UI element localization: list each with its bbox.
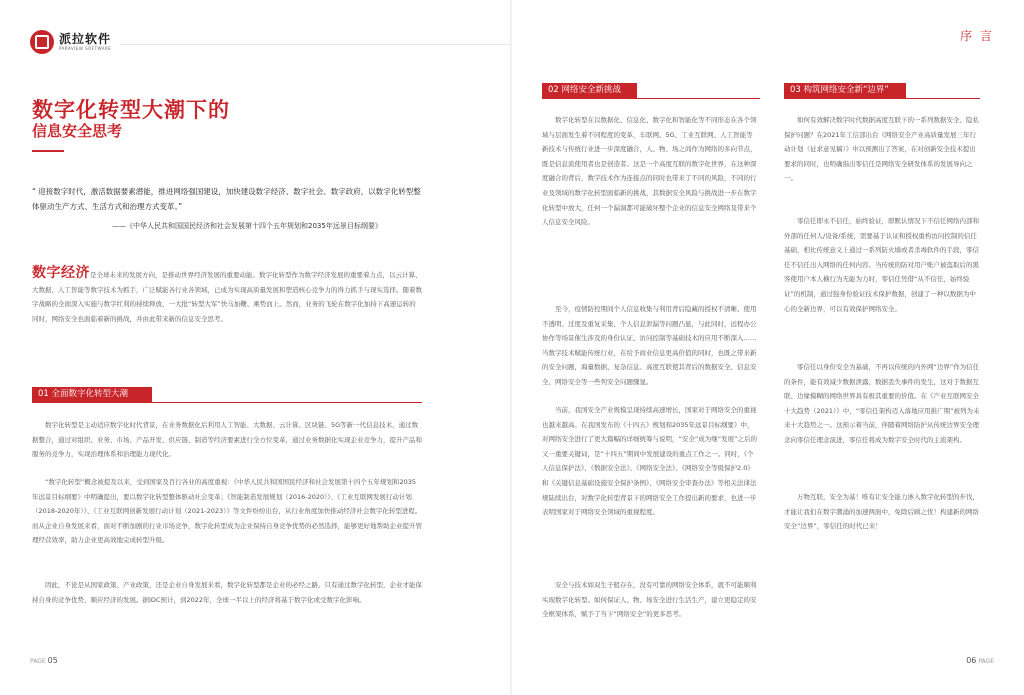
section-02-paragraph: 当前，我国安全产业规模呈现持续高速增长，国家对于网络安全的重视也越来越高。在我国发布的《十四五》规划和2035年远景目标纲要》中，对网络安全进行了更大篇幅的详细统筹与说明，“安全”成为继“发展”之后的又一重要关键词，是“十四五”期间中发展建设的重点工作之一。同时，《个人信息保护法》、《数据安全法》、《网络安全法》、《网络安全等级保护2.0》和《关键信息基础设施安全保护条例》、《网络安全审查办法》等相关法律法规陆续出台，对数字化转型背景下的网络安全工作提出新的要求，也进一步表明国家对于网络安全领域的重视程度。 — [542, 406, 757, 517]
section-02-paragraph: 安全与技术如双生子般存在，没有可靠的网络安全体系，就不可能顺利实现数字化转型。如何保证人、物、场安全进行生活生产，建立更稳定的安全框架体系，赋予了当下“网络安全”的更多思考。 — [542, 581, 757, 619]
section-03-paragraph: 万物互联，安全为基！唯有让安全能力渗入数字化转型的步伐，才能让我们在数字潮涌的加速两面中，免除后顾之忧！构建新的网络安全“边界”，零信任的时代已来！ — [784, 493, 979, 531]
header-divider — [120, 44, 512, 45]
section-01-paragraph: 数字化转型是主动适应数字化时代背景，在业务数据化后利用人工智能、大数据、云计算、区块链、5G等新一代信息技术，通过数据整合，通过对组织、业务、市场、产品开发、供应链、制造等经济要素进行全方位变革，通过业务数据化实现企业竞争力，提升产品和服务的竞争力，实现治理体系和治理能力现代化。 — [32, 421, 422, 459]
page-number-left: PAGE 05 — [30, 656, 58, 665]
brand-name: 派拉软件 — [59, 31, 112, 46]
section-03-paragraph: 零信任以身份安全为基础，不再以传统的内外网“边界”作为信任的条件，能有效减少数据泄露、数据丢失事件的发生，这对于数据互联、边缘模糊的网络世界具有极其重要的价值。在《产业互联网安全十大趋势（2021）》中，“零信任架构迈入落地应用推广期”被列为未来十大趋势之一。这预示着当前，伴随着网络防护从传统边界安全理念向零信任理念演进，零信任将成为数字安全时代的主流架构。 — [784, 363, 980, 444]
article-subtitle: 信息安全思考 — [32, 122, 123, 140]
article-title: 数字化转型大潮下的 — [32, 98, 230, 122]
title-rule — [32, 150, 64, 152]
section-03-paragraph: 如何有效解决数字时代数据高度互联下的一系列数据安全、隐私保护问题？在2021年工信部出台《网络安全产业高质量发展三年行动计划（征求意见稿）》中以预测出了答案，在对创新安全技术提出要求的同时，也明确指出零信任是网络安全研发体系的发展导向之一。 — [784, 116, 979, 183]
quote-source: ——《中华人民共和国国民经济和社会发展第十四个五年规划和2035年远景目标纲要》 — [112, 222, 382, 230]
section-01-paragraph: 因此，不论是从国家政策、产业政策，还是企业自身发展来看，数字化转型都是企业的必经之路。只有通过数字化转型，企业才能保持自身的竞争优势，顺应经济的发展。据IDC预计，到2022年，全球一半以上的经济将基于数字化或受数字化影响。 — [32, 581, 422, 604]
section-tag: 序 言 — [960, 29, 994, 43]
brand-logo-icon — [30, 30, 54, 54]
section-02-rule — [542, 98, 760, 99]
right-page — [512, 0, 1024, 695]
page-number-right: 06 PAGE — [966, 656, 994, 665]
section-03-rule — [784, 98, 980, 99]
section-02-paragraph: 至今，疫情防控期间个人信息收集与利用背后隐藏的授权不清晰、使用不透明、过度及重复采集、个人信息泄漏等问题凸显，与此同时，远程办公协作等场景催生涉及的身份认证、访问控制等基础技术的应用不断深入……当数字技术赋能传统行业，在给予商业信息更高价值的同时，也既之带来新的安全问题，海量数据、复杂信息、高度互联使其背后的数据安全、信息安全、网络安全等一些列安全问题骤显。 — [542, 305, 757, 386]
section-02-label: 02 网络安全新挑战 — [542, 83, 637, 98]
brand-logo — [30, 28, 111, 56]
section-02-paragraph: 数字化转型在以数据化、信息化、数字化和智能化等不同形态在各个领域与层面发生着不同程度的变革，车联网、5G、工业互联网、人工智能等新技术与传统行业进一步深度融合，人、物、场之间作为网络的多向节点，既是信息流使用者也是创造者。这是一个高度互联的数字化世界，在这种深度融合的背后，数字技术作为连接点的同时也带来了不同的风险，不同的行业及领域的数字化转型面临新的挑战，其数据安全风险与挑战进一步在数字化转型中放大，任何一个漏洞都可能破坏整个企业的信息安全网络及带来个人信息安全风险。 — [542, 116, 757, 227]
pull-quote: “ 迎接数字时代，激活数据要素潜能，推进网络强国建设，加快建设数字经济、数字社会、数字政府，以数字化转型整体驱动生产方式、生活方式和治理方式变革。” — [32, 187, 421, 211]
section-01-label: 01 全面数字化转型大潮 — [32, 387, 152, 402]
intro-paragraph — [32, 266, 422, 326]
section-03-label: 03 构筑网络安全新“边界” — [784, 83, 906, 98]
section-01-rule — [32, 402, 422, 403]
intro-lead: 数字经济 — [32, 265, 90, 281]
brand-name-en: PARAVIEW SOFTWARE — [59, 45, 112, 51]
section-01-paragraph: “数字化转型”概念被提及以来，受到国家及百行各业的高度重视：《中华人民共和国国民经济和社会发展第十四个五年规划和2035年远景目标纲要》中明确提出，要以数字化转型整体驱动社会变革；《智能制造发展规划（2016-2020）》、《工业互联网发展行动计划（2018-2020年）》、《工业互联网创新发展行动计划（2021-2023）》等文件纷纷出台，从行业角度加快推动经济社会数字化转型进程。而从企业自身发展来看，面对不断加剧的行业市场竞争，数字化转型成为企业保持自身竞争优势的必然选择，能够更好地帮助企业提升管理经营效率，助力企业更高效地完成转型升级。 — [32, 478, 422, 545]
section-03-paragraph: 零信任即永不信任，始终验证，即默认情况下不信任网络内部和外部的任何人/设备/系统，需要基于认证和授权重构访问控制的信任基础，相比传统意义上通过一系列防火墙或者杀毒软件的手段，零信任不信任出入网络的任何内容。当传统的防对用户账户被盗取后的黑客使用户本人横行为无能为力时，零信任凭借“从不信任，始终验证”的机制，通过强身份验证技术保护数据，创建了一种以数据为中心的全新边界，可以有效保护网络安全。 — [784, 217, 979, 313]
intro-text: 是全球未来的发展方向，是推动世界经济发展的重要动能。数字化转型作为数字经济发展的重要着力点，以云计算、大数据、人工智能等数字技术为抓手，广泛赋能各行业各领域，已成为实现高质量发展和塑造核心竞争力的得力抓手与现实选择。随着数字战略的全面深入实施与数字红利的持续释放，一大批“转型大军”快马加鞭、乘势而上。然而，业务的飞轮在数字化加持下高速运转的同时，网络安全也面临着新的挑战，并由此带来新的信息安全思考。 — [32, 271, 422, 323]
